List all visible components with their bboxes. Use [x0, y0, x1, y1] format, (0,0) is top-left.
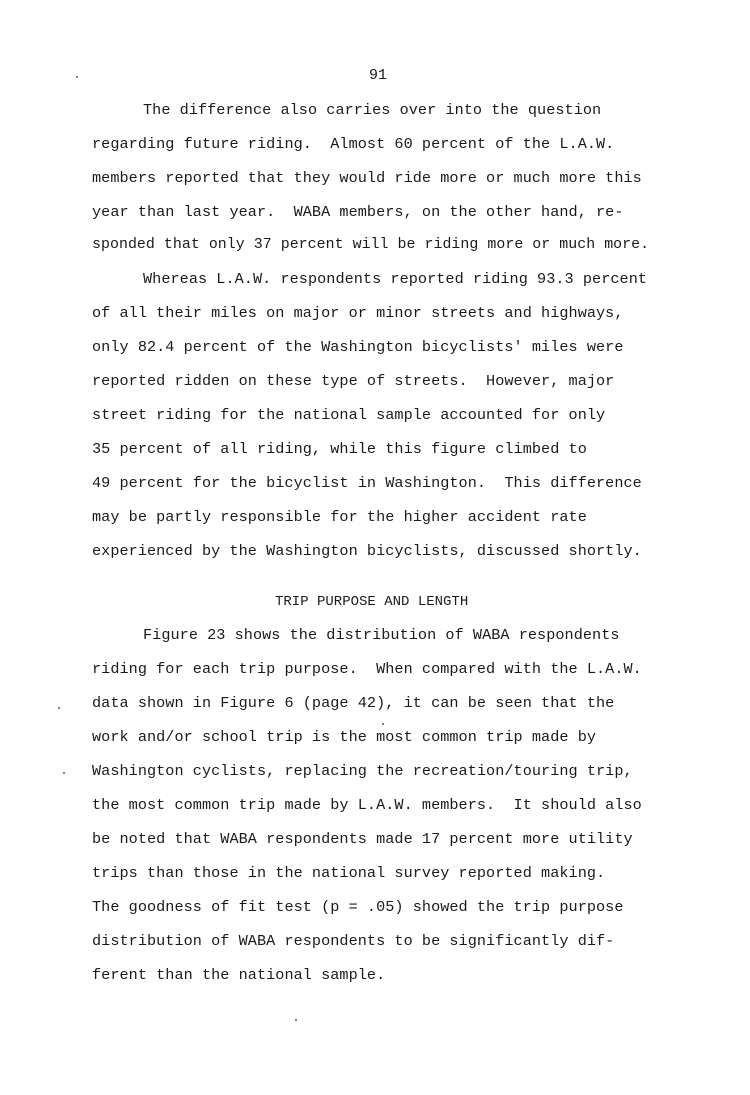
text-line: 49 percent for the bicyclist in Washington. This difference	[92, 474, 642, 492]
text-line: riding for each trip purpose. When compared with the L.A.W.	[92, 660, 642, 678]
text-line: regarding future riding. Almost 60 percent of the L.A.W.	[92, 135, 615, 153]
scan-speck	[58, 707, 60, 709]
page-number: 91	[369, 67, 388, 84]
text-line: Figure 23 shows the distribution of WABA respondents	[143, 626, 620, 644]
scan-speck	[63, 772, 65, 774]
text-line: work and/or school trip is the most common trip made by	[92, 728, 597, 746]
text-line: members reported that they would ride more or much more this	[92, 169, 642, 187]
scan-speck	[76, 76, 78, 78]
text-line: data shown in Figure 6 (page 42), it can be seen that the	[92, 694, 615, 712]
text-line: 35 percent of all riding, while this figure climbed to	[92, 440, 587, 458]
text-line: trips than those in the national survey reported making.	[92, 864, 606, 882]
scan-speck	[295, 1019, 297, 1021]
section-heading: TRIP PURPOSE AND LENGTH	[275, 594, 469, 610]
text-line: The difference also carries over into the question	[143, 101, 602, 119]
text-line: distribution of WABA respondents to be significantly dif-	[92, 932, 615, 950]
text-line: only 82.4 percent of the Washington bicyclists' miles were	[92, 338, 624, 356]
text-line: street riding for the national sample accounted for only	[92, 406, 606, 424]
text-line: the most common trip made by L.A.W. members. It should also	[92, 796, 642, 814]
text-line: The goodness of fit test (p = .05) showed the trip purpose	[92, 898, 624, 916]
text-line: experienced by the Washington bicyclists, discussed shortly.	[92, 542, 642, 560]
scan-speck	[382, 723, 384, 725]
text-line: Whereas L.A.W. respondents reported riding 93.3 percent	[143, 270, 648, 288]
text-line: of all their miles on major or minor streets and highways,	[92, 304, 624, 322]
text-line: may be partly responsible for the higher accident rate	[92, 508, 587, 526]
text-line: be noted that WABA respondents made 17 percent more utility	[92, 830, 633, 848]
text-line: ferent than the national sample.	[92, 966, 386, 984]
text-line: reported ridden on these type of streets. However, major	[92, 372, 615, 390]
text-line: year than last year. WABA members, on the other hand, re-	[92, 203, 624, 221]
text-line: Washington cyclists, replacing the recreation/touring trip,	[92, 762, 633, 780]
text-line: sponded that only 37 percent will be riding more or much more.	[92, 237, 650, 253]
